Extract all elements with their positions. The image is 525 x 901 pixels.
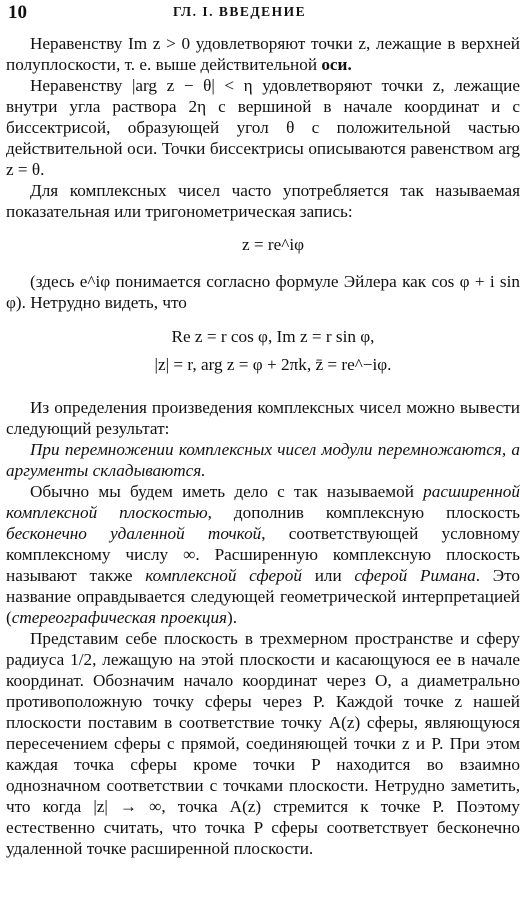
- formula-block: [6, 323, 520, 379]
- formula-real-imag: Re z = r cos φ, Im z = r sin φ,: [171, 327, 375, 346]
- p7-term-complex-sphere: комплексной сферой: [145, 566, 302, 585]
- paragraph-3: Для комплексных чисел часто употребляется так называемая показательная или тригонометрическая запись:: [6, 181, 520, 221]
- running-head: ГЛ. I. ВВЕДЕНИЕ: [173, 4, 307, 19]
- formula-modulus-arg: |z| = r, arg z = φ + 2πk, z̄ = re^−iφ.: [154, 355, 392, 374]
- page-number: 10: [8, 2, 27, 23]
- p7-part-c: , соответствующей условному комплексному числу ∞. Расширенную комплексную плоскость называют также: [6, 524, 520, 585]
- paragraph-4: (здесь e^iφ понимается согласно формуле Эйлера как cos φ + i sin φ). Нетрудно видеть, что: [6, 272, 520, 312]
- paragraph-1-text: Неравенству Im z > 0 удовлетворяют точки z, лежащие в верхней полуплоскости, т. е. выше действительной: [6, 34, 520, 74]
- p7-term-extended-plane: расширенной комплексной плоскостью: [6, 482, 520, 522]
- p7-term-stereographic: стереографическая проекция: [11, 608, 228, 627]
- paragraph-6-theorem: При перемножении комплексных чисел модули перемножаются, а аргументы складываются.: [6, 440, 520, 480]
- paragraph-2: Неравенству |arg z − θ| < η удовлетворяют точки z, лежащие внутри угла раствора 2η с вершиной в начале координат и с биссектрисой, образующей угол θ с положительной частью действительной оси. Точки биссектрисы описываются равенством arg z = θ.: [6, 76, 520, 179]
- p7-term-point-at-infinity: бесконечно удаленной точкой: [6, 524, 262, 543]
- p7-part-b: , дополнив комплексную плоскость: [207, 503, 520, 522]
- paragraph-8: Представим себе плоскость в трехмерном пространстве и сферу радиуса 1/2, лежащую на этой плоскости и касающуюся ее в начале координат. Обозначим начало координат через O, а диаметрально противоположную точку сферы через P. Каждой точке z нашей плоскости поставим в соответствие точку A(z) сферы, являющуюся пересечением сферы с прямой, соединяющей точки z и P. При этом каждая точка сферы кроме точки P находится во взаимно однозначном соответствии с точками плоскости. Нетрудно заметить, что когда |z| → ∞, точка A(z) стремится к точке P. Поэтому естественно считать, что точка P сферы соответствует бесконечно удаленной точке расширенной плоскости.: [6, 629, 520, 858]
- paragraph-1-end: оси.: [321, 55, 352, 74]
- p7-part-f: ).: [227, 608, 238, 627]
- p7-part-a: Обычно мы будем иметь дело с так называемой: [30, 482, 424, 501]
- p7-term-riemann-sphere: сферой Римана: [354, 566, 476, 585]
- paragraph-5: Из определения произведения комплексных чисел можно вывести следующий результат:: [6, 398, 520, 438]
- page-body: [6, 33, 520, 859]
- formula-exponential-form: z = re^iφ: [241, 235, 305, 254]
- p7-part-d: или: [301, 566, 355, 585]
- paragraph-1: [6, 33, 520, 75]
- p7-part-e: . Это название оправдывается следующей геометрической интерпретацией (: [6, 566, 520, 627]
- page-header: [8, 0, 518, 24]
- paragraph-7: [6, 481, 520, 628]
